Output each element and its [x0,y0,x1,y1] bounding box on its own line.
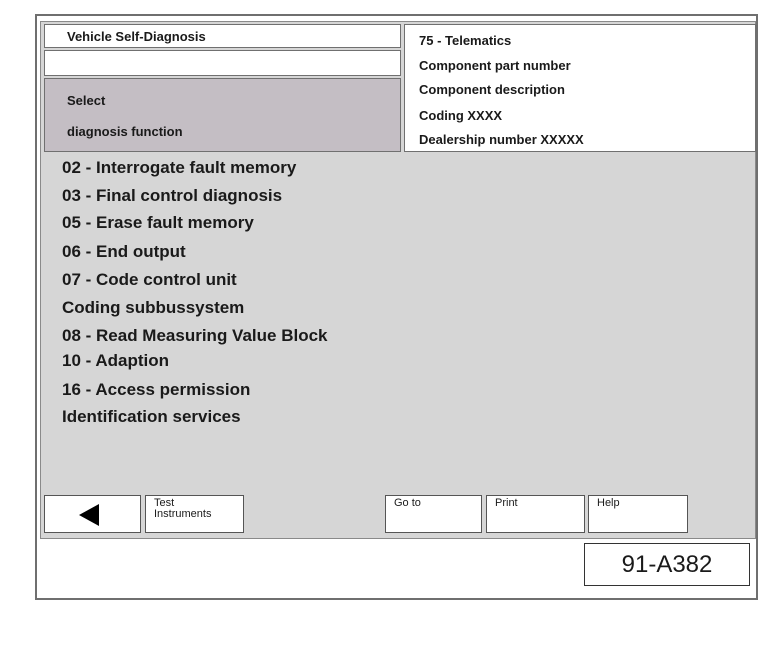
print-button[interactable] [486,495,585,533]
menu-item-coding-subbussystem[interactable]: Coding subbussystem [62,298,245,317]
info-dealership-number: Dealership number XXXXX [419,132,584,147]
menu-item-interrogate-fault-memory[interactable]: 02 - Interrogate fault memory [62,158,297,177]
screen-title: Vehicle Self-Diagnosis [44,24,401,48]
menu-item-identification-services[interactable]: Identification services [62,407,241,426]
help-button[interactable] [588,495,688,533]
menu-item-adaption[interactable]: 10 - Adaption [62,351,170,370]
back-arrow-icon [79,504,99,526]
go-to-button[interactable] [385,495,482,533]
test-instruments-label-line2: Instruments [154,508,212,520]
info-component-description: Component description [419,82,565,97]
help-label: Help [597,497,620,509]
menu-item-erase-fault-memory[interactable]: 05 - Erase fault memory [62,213,254,232]
go-to-label: Go to [394,497,421,509]
test-instruments-label-line1: Test [154,497,175,509]
info-part-number: Component part number [419,58,571,73]
info-address: 75 - Telematics [419,33,512,48]
select-prompt [44,78,401,152]
back-button[interactable] [44,495,141,533]
control-unit-info [404,24,756,152]
info-coding: Coding XXXX [419,108,503,123]
select-prompt-line2: diagnosis function [67,124,183,139]
menu-item-end-output[interactable]: 06 - End output [62,242,186,261]
menu-item-code-control-unit[interactable]: 07 - Code control unit [62,270,237,289]
blank-field [44,50,401,76]
select-prompt-line1: Select [67,93,106,108]
menu-item-final-control-diagnosis[interactable]: 03 - Final control diagnosis [62,186,283,205]
figure-reference: 91-A382 [584,543,750,586]
menu-item-read-measuring-value-block[interactable]: 08 - Read Measuring Value Block [62,326,328,345]
menu-item-access-permission[interactable]: 16 - Access permission [62,380,251,399]
print-label: Print [495,497,518,509]
test-instruments-button[interactable] [145,495,244,533]
